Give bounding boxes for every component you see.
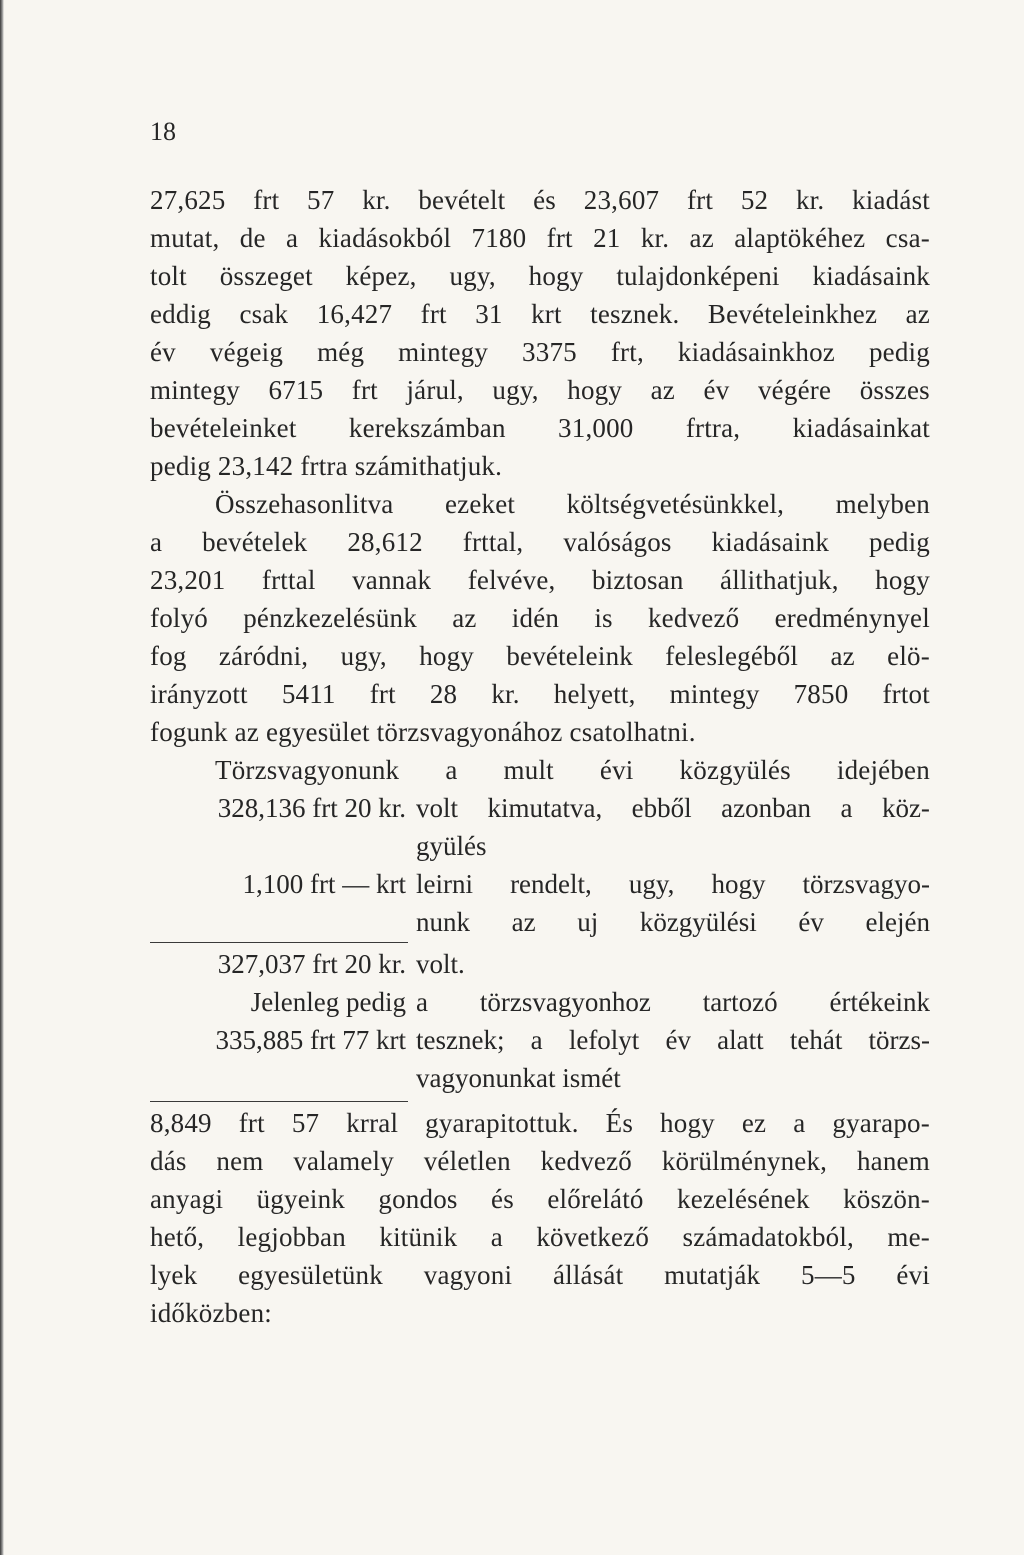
ledger-text: tesznek; a lefolyt év alatt tehát törzs- bbox=[416, 1025, 930, 1055]
ledger-row bbox=[150, 945, 930, 983]
ledger-text: a törzsvagyonhoz tartozó értékeink bbox=[416, 987, 930, 1017]
text-line: folyó pénzkezelésünk az idén is kedvező eredménynyel bbox=[150, 603, 930, 633]
text-line: a bevételek 28,612 frttal, valóságos kiadásaink pedig bbox=[150, 527, 930, 557]
ledger-row bbox=[150, 1021, 930, 1059]
ledger-amount: 328,136 frt 20 kr. bbox=[217, 793, 406, 823]
text-line: mintegy 6715 frt járul, ugy, hogy az év végére összes bbox=[150, 375, 930, 405]
text-line: 27,625 frt 57 kr. bevételt és 23,607 frt 52 kr. kiadást bbox=[150, 185, 930, 215]
ledger-amount: 335,885 frt 77 krt bbox=[215, 1025, 406, 1055]
text-line: időközben: bbox=[150, 1298, 272, 1328]
ledger-row bbox=[150, 865, 930, 903]
ledger-text: volt. bbox=[416, 949, 465, 979]
text-line: pedig 23,142 frtra számithatjuk. bbox=[150, 451, 503, 481]
page-edge bbox=[0, 0, 4, 1555]
ledger-text: leirni rendelt, ugy, hogy törzsvagyo- bbox=[416, 869, 930, 899]
text-line: 8,849 frt 57 krral gyarapitottuk. És hogy ez a gyarapo- bbox=[150, 1108, 930, 1138]
ledger-row bbox=[150, 827, 930, 865]
text-line: hető, legjobban kitünik a következő számadatokból, me- bbox=[150, 1222, 930, 1252]
ledger-amount: Jelenleg pedig bbox=[250, 987, 406, 1017]
text-line: dás nem valamely véletlen kedvező körülménynek, hanem bbox=[150, 1146, 930, 1176]
text-line: bevételeinket kerekszámban 31,000 frtra, kiadásainkat bbox=[150, 413, 930, 443]
ledger-row bbox=[150, 983, 930, 1021]
text-line: Összehasonlitva ezeket költségvetésünkkel, melyben bbox=[215, 489, 930, 519]
ledger-text: volt kimutatva, ebből azonban a köz- bbox=[416, 793, 930, 823]
text-line: fogunk az egyesület törzsvagyonához csatolhatni. bbox=[150, 717, 696, 747]
text-line: Törzsvagyonunk a mult évi közgyülés idejében bbox=[215, 755, 930, 785]
text-line: lyek egyesületünk vagyoni állását mutatják 5—5 évi bbox=[150, 1260, 930, 1290]
ledger-text: nunk az uj közgyülési év elején bbox=[416, 907, 930, 937]
text-line: mutat, de a kiadásokból 7180 frt 21 kr. az alaptökéhez csa- bbox=[150, 223, 930, 253]
sum-rule bbox=[150, 942, 408, 943]
text-line: anyagi ügyeink gondos és előrelátó kezelésének köszön- bbox=[150, 1184, 930, 1214]
sum-rule bbox=[150, 1101, 408, 1102]
page-number: 18 bbox=[150, 117, 176, 146]
ledger-text: gyülés bbox=[416, 831, 487, 861]
text-line: fog záródni, ugy, hogy bevételeink feleslegéből az elö- bbox=[150, 641, 930, 671]
ledger-row bbox=[150, 1059, 930, 1097]
text-line: 23,201 frttal vannak felvéve, biztosan állithatjuk, hogy bbox=[150, 565, 930, 595]
ledger-amount: 1,100 frt — krt bbox=[242, 869, 406, 899]
ledger-row bbox=[150, 903, 930, 941]
text-line: eddig csak 16,427 frt 31 krt tesznek. Bevételeinkhez az bbox=[150, 299, 930, 329]
text-line: tolt összeget képez, ugy, hogy tulajdonképeni kiadásaink bbox=[150, 261, 930, 291]
ledger-amount: 327,037 frt 20 kr. bbox=[217, 949, 406, 979]
ledger-text: vagyonunkat ismét bbox=[416, 1063, 621, 1093]
ledger-row bbox=[150, 789, 930, 827]
text-line: év végeig még mintegy 3375 frt, kiadásainkhoz pedig bbox=[150, 337, 930, 367]
text-line: irányzott 5411 frt 28 kr. helyett, mintegy 7850 frtot bbox=[150, 679, 930, 709]
